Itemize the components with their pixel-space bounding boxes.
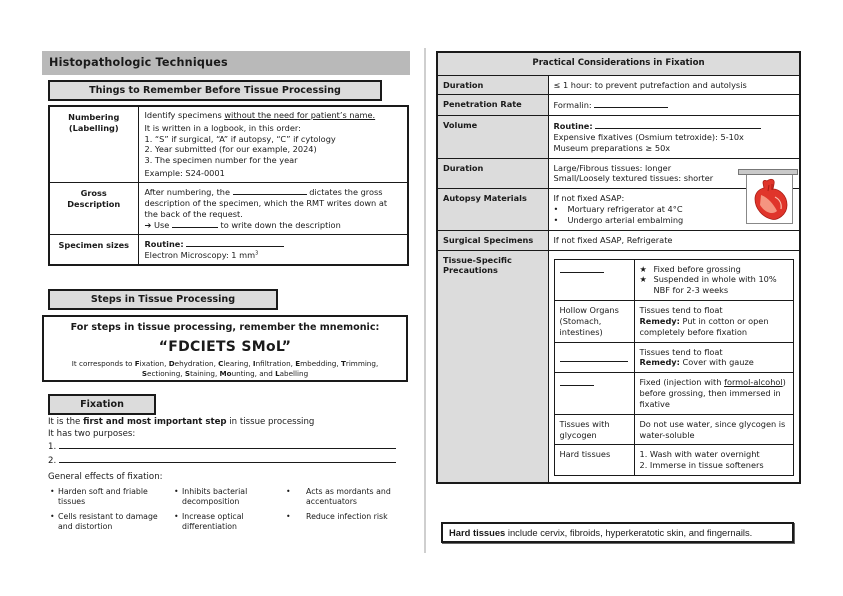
tissue-cell: [554, 342, 634, 373]
list-item: ★ Suspended in whole with 10% NBF for 2-3 weeks: [639, 274, 777, 296]
table-row-duration: [437, 75, 800, 95]
effects-list: [50, 487, 410, 533]
list-item: • Undergo arterial embalming: [553, 214, 684, 225]
row-content: If not fixed ASAP: • Mortuary refrigerator at 4°C • Undergo arterial embalming: [548, 189, 800, 230]
precaution-cell: 1. Wash with water overnight 2. Immerse in tissue softeners: [634, 445, 794, 476]
bullet-icon: •: [286, 487, 291, 496]
row-content-sizes: Routine: Electron Microscopy: 1 $mm^3$: [138, 235, 408, 265]
list-item: • Cells resistant to damage and distortion: [50, 512, 158, 532]
tissue-cell: [554, 373, 634, 414]
precaution-cell: Do not use water, since glycogen is water-soluble: [634, 414, 794, 445]
precaution-row: [554, 259, 794, 300]
list-item: 1. “S” if surgical, “A” if autopsy, “C” if cytology: [144, 133, 336, 144]
row-content-gross: After numbering, the dictates the gross description of the specimen, which the RMT writes down at the back of the request. ➔ Use to write down the description: [138, 182, 408, 234]
list-item: 2. Year submitted (for our example, 2024): [144, 144, 317, 155]
table-title: Practical Considerations in Fixation: [437, 52, 800, 75]
row-label-sizes: Specimen sizes: [49, 235, 138, 265]
list-item: • Acts as mordants and accentuators: [286, 487, 391, 507]
bullet-icon: •: [286, 512, 291, 522]
precaution-row: [554, 445, 794, 476]
row-label-gross: Gross Description: [49, 182, 138, 234]
precaution-row: [554, 342, 794, 373]
practical-considerations-table: [436, 51, 801, 484]
bullet-icon: •: [50, 512, 55, 522]
precaution-row: [554, 373, 794, 414]
tissue-cell: Hard tissues: [554, 445, 634, 476]
column-divider: [424, 48, 426, 553]
table-row-numbering: [49, 106, 408, 182]
before-processing-table: [48, 105, 409, 266]
row-content-numbering: Identify specimens without the need for patient’s name. It is written in a logbook, in this order: 1. “S” if surgical, “A” if autopsy, “C” if cytology 2. Year submitted (for our example, 2024) 3. The specimen number for the year Example: S24-0001: [138, 106, 408, 182]
arrow-icon: ➔: [144, 220, 152, 231]
row-label: Duration: [437, 158, 548, 189]
fill-in-blank[interactable]: [186, 238, 284, 247]
row-content: Routine: Expensive fixatives (Osmium tetroxide): 5-10x Museum preparations ≥ 50x: [548, 116, 800, 158]
bullet-icon: •: [553, 214, 559, 225]
mnemonic-description: It corresponds to Fixation, Dehydration, Clearing, Infiltration, Embedding, Trimming, Sectioning, Staining, Mounting, and Labelling: [71, 359, 379, 378]
table-row-volume: [437, 116, 800, 158]
bullet-icon: •: [174, 487, 179, 496]
fill-in-blank[interactable]: [560, 264, 604, 273]
list-item: 3. The specimen number for the year: [144, 155, 298, 166]
precaution-cell: Tissues tend to float Remedy: Cover with gauze: [634, 342, 794, 373]
row-label: Volume: [437, 116, 548, 158]
purpose-2: 2.: [48, 454, 404, 467]
precaution-cell: Tissues tend to float Remedy: Put in cotton or open completely before fixation: [634, 301, 794, 342]
fill-in-blank[interactable]: [233, 186, 307, 195]
fill-in-blank[interactable]: [59, 454, 396, 463]
list-item: ★ Fixed before grossing: [639, 263, 741, 274]
list-item: • Harden soft and friable tissues: [50, 487, 148, 507]
row-content: If not fixed ASAP, Refrigerate: [548, 230, 800, 250]
fill-in-blank[interactable]: [59, 440, 396, 449]
tissue-cell: Hollow Organs (Stomach, intestines): [554, 301, 634, 342]
row-content: Formalin:: [548, 95, 800, 116]
underlined-text: without the need for patient’s name.: [224, 110, 376, 120]
row-label: Tissue-Specific Precautions: [437, 250, 548, 483]
example-text: Example: S24-0001: [144, 168, 225, 179]
table-row-surgical: [437, 230, 800, 250]
section-header-before-processing: Things to Remember Before Tissue Processing: [48, 80, 382, 101]
row-content: [548, 250, 800, 483]
row-content: Large/Fibrous tissues: longer Small/Loosely textured tissues: shorter: [548, 158, 800, 189]
purpose-1: 1.: [48, 440, 404, 453]
fill-in-blank[interactable]: [594, 99, 668, 108]
bullet-icon: •: [50, 487, 55, 496]
precaution-cell: [634, 259, 794, 300]
table-row-sizes: [49, 235, 408, 265]
list-item: • Reduce infection risk: [286, 512, 410, 532]
mnemonic-code: “FDCIETS SMoL”: [158, 338, 292, 355]
list-item: • Mortuary refrigerator at 4°C: [553, 204, 683, 215]
page-title: Histopathologic Techniques: [42, 51, 410, 75]
precaution-cell: Fixed (injection with formol-alcohol) before grossing, then immersed in fixative: [634, 373, 794, 414]
bullet-icon: •: [174, 512, 179, 522]
table-header-row: [437, 52, 800, 75]
row-label: Penetration Rate: [437, 95, 548, 116]
precaution-row: [554, 301, 794, 342]
table-row-precautions: [437, 250, 800, 483]
fill-in-blank[interactable]: [560, 377, 594, 386]
precaution-row: [554, 414, 794, 445]
table-row-gross: [49, 182, 408, 234]
star-icon: ★: [639, 274, 647, 285]
section-header-fixation: Fixation: [48, 394, 156, 415]
mnemonic-lead: For steps in tissue processing, remember the mnemonic:: [70, 322, 380, 333]
effects-title: General effects of fixation:: [48, 472, 163, 482]
row-label-numbering: Numbering (Labelling): [49, 106, 138, 182]
tissue-cell: [554, 259, 634, 300]
star-icon: ★: [639, 263, 647, 274]
precautions-table: [554, 259, 795, 476]
row-content: ≤ 1 hour: to prevent putrefaction and autolysis: [548, 75, 800, 95]
list-item: • Inhibits bacterial decomposition: [174, 487, 248, 507]
fill-in-blank[interactable]: [560, 353, 628, 362]
fixation-intro: It is the first and most important step in tissue processing It has two purposes: 1. 2.: [48, 416, 404, 467]
list-item: • Increase optical differentiation: [174, 512, 244, 532]
fill-in-blank[interactable]: [172, 219, 218, 228]
row-label: Autopsy Materials: [437, 189, 548, 230]
section-header-steps: Steps in Tissue Processing: [48, 289, 278, 310]
footnote-hard-tissues: Hard tissues include cervix, fibroids, hyperkeratotic skin, and fingernails.: [441, 522, 794, 543]
heart-illustration: [746, 169, 798, 224]
tissue-cell: Tissues with glycogen: [554, 414, 634, 445]
row-label: Duration: [437, 75, 548, 95]
bullet-icon: •: [553, 204, 559, 215]
table-row-penetration: [437, 95, 800, 116]
mnemonic-box: [42, 315, 408, 382]
fill-in-blank[interactable]: [595, 120, 761, 129]
heart-icon: [747, 175, 793, 223]
row-label: Surgical Specimens: [437, 230, 548, 250]
